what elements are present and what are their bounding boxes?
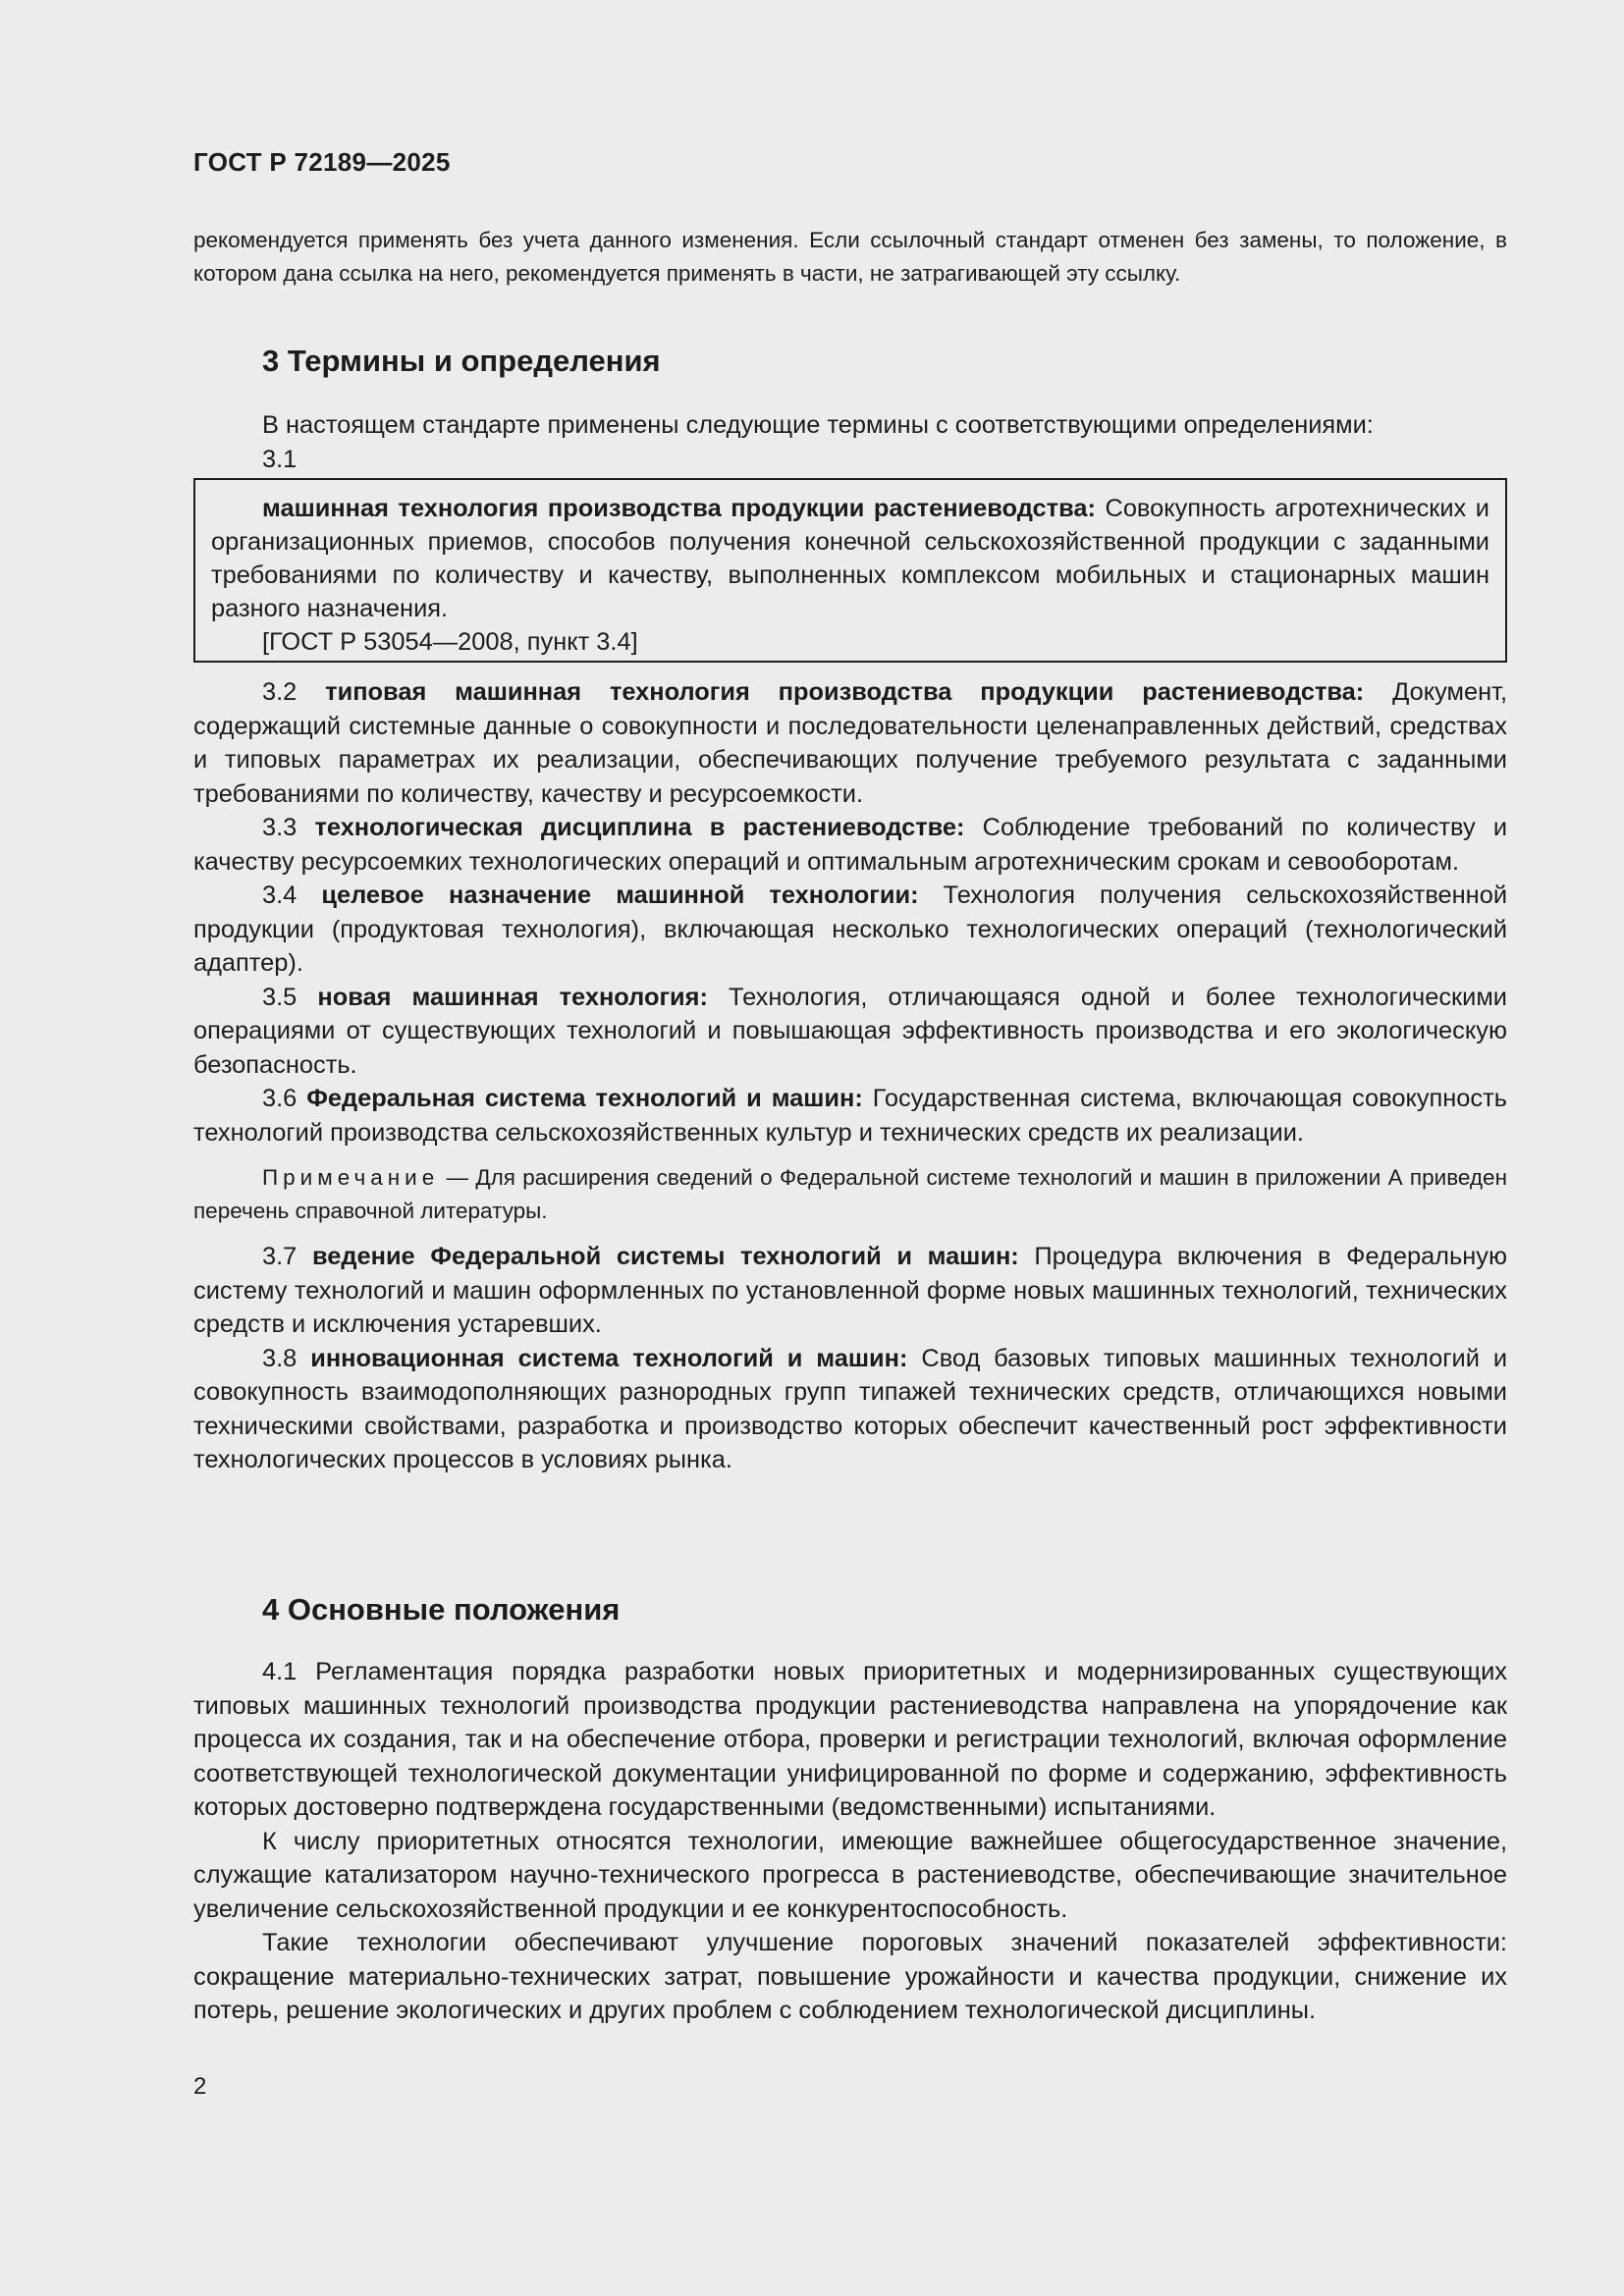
term-number: 3.7 xyxy=(262,1243,312,1270)
section-4-body xyxy=(193,1655,1507,2028)
section-3-title: 3 Термины и определения xyxy=(262,344,661,378)
term-name: новая машинная технология: xyxy=(317,983,708,1011)
term-name: технологическая дисциплина в растениеводстве: xyxy=(314,814,965,841)
term-3-1-source: [ГОСТ Р 53054—2008, пункт 3.4] xyxy=(262,628,638,656)
term-definition: Документ, содержащий системные данные о совокупности и последовательности целенаправленных действий, средствах и типовых параметрах их реализации, обеспечивающих получение требуемого результата с заданными требованиями по количеству, качеству и ресурсоемкости. xyxy=(193,678,1507,808)
term-name: Федеральная система технологий и машин: xyxy=(306,1085,863,1112)
term-number: 3.3 xyxy=(262,814,315,841)
carryover-paragraph: рекомендуется применять без учета данного изменения. Если ссылочный стандарт отменен без замены, то положение, в котором дана ссылка на него, рекомендуется применять в части, не затрагивающей эту ссылку. xyxy=(193,228,1507,286)
terms-list xyxy=(193,675,1507,1477)
term-3-5 xyxy=(193,981,1507,1083)
section-4-paragraph: К числу приоритетных относятся технологии, имеющие важнейшее общегосударственное значение, служащие катализатором научно-технического прогресса в растениеводстве, обеспечивающие значительное увеличение сельскохозяйственной продукции и ее конкурентоспособность. xyxy=(193,1827,1507,1923)
term-3-1-text: Совокупность агротехнических и организационных приемов, способов получения конечной сельскохозяйственной продукции с заданными требованиями по количеству и качеству, выполненных комплексом мобильных и стационарных машин разного назначения. xyxy=(211,495,1489,622)
term-name: инновационная система технологий и машин: xyxy=(310,1344,908,1372)
note-label: Примечание xyxy=(262,1165,440,1190)
term-3-1-number: 3.1 xyxy=(262,445,298,473)
intro-text: В настоящем стандарте применены следующие термины с соответствующими определениями: xyxy=(262,411,1374,439)
term-definition: Соблюдение требований по количеству и качеству ресурсоемких технологических операций и оптимальным агротехническим срокам и севооборотам. xyxy=(193,814,1508,876)
term-number: 3.4 xyxy=(262,881,322,909)
section-4-paragraph: Такие технологии обеспечивают улучшение пороговых значений показателей эффективности: сокращение материально-технических затрат, повышение урожайности и качества продукции, снижение их потерь, решение экологических и других проблем с соблюдением технологической дисциплины. xyxy=(193,1929,1507,2024)
note xyxy=(193,1161,1507,1228)
term-name: ведение Федеральной системы технологий и машин: xyxy=(311,1243,1019,1270)
section-4-title: 4 Основные положения xyxy=(262,1592,621,1627)
term-3-3 xyxy=(193,811,1507,879)
section-4-paragraph: 4.1 Регламентация порядка разработки новых приоритетных и модернизированных существующих типовых машинных технологий производства продукции растениеводства направлена на упорядочение как процесса их создания, так и на обеспечение отбора, проверки и регистрации технологий, включая оформление соответствующей технологической документации унифицированной по форме и содержанию, эффективность которых достоверно подтверждена государственными (ведомственными) испытаниями. xyxy=(193,1658,1507,1821)
note-text: — Для расширения сведений о Федеральной системе технологий и машин в приложении А приведен перечень справочной литературы. xyxy=(193,1165,1507,1223)
term-3-1-name: машинная технология производства продукции растениеводства: xyxy=(262,495,1096,522)
term-3-8 xyxy=(193,1342,1507,1477)
term-name: целевое назначение машинной технологии: xyxy=(321,881,919,909)
term-3-1-box xyxy=(193,478,1507,663)
term-3-7 xyxy=(193,1240,1507,1342)
term-3-4 xyxy=(193,879,1507,981)
term-3-2 xyxy=(193,675,1507,811)
term-name: типовая машинная технология производства продукции растениеводства: xyxy=(325,678,1365,706)
term-number: 3.6 xyxy=(262,1085,307,1112)
term-number: 3.2 xyxy=(262,678,326,706)
document-header-code: ГОСТ Р 72189—2025 xyxy=(193,147,451,177)
term-3-1-definition xyxy=(211,492,1489,625)
term-number: 3.5 xyxy=(262,983,318,1011)
page-number: 2 xyxy=(193,2073,207,2100)
term-definition: Процедура включения в Федеральную систему технологий и машин оформленных по установленной форме новых машинных технологий, технических средств и исключения устаревших. xyxy=(193,1243,1507,1338)
term-definition: Государственная система, включающая совокупность технологий производства сельскохозяйственных культур и технических средств их реализации. xyxy=(193,1085,1507,1147)
term-number: 3.8 xyxy=(262,1344,311,1372)
term-definition: Свод базовых типовых машинных технологий и совокупность взаимодополняющих разнородных групп типажей технических средств, отличающихся новыми техническими свойствами, разработка и производство которых обеспечит качественный рост эффективности технологических процессов в условиях рынка. xyxy=(193,1344,1507,1473)
section-3-intro xyxy=(193,408,1507,476)
term-definition: Технология получения сельскохозяйственной продукции (продуктовая технология), включающая несколько технологических операций (технологический адаптер). xyxy=(193,881,1508,977)
term-3-6 xyxy=(193,1082,1507,1149)
term-definition: Технология, отличающаяся одной и более технологическими операциями от существующих технологий и повышающая эффективность производства и его экологическую безопасность. xyxy=(193,983,1507,1079)
